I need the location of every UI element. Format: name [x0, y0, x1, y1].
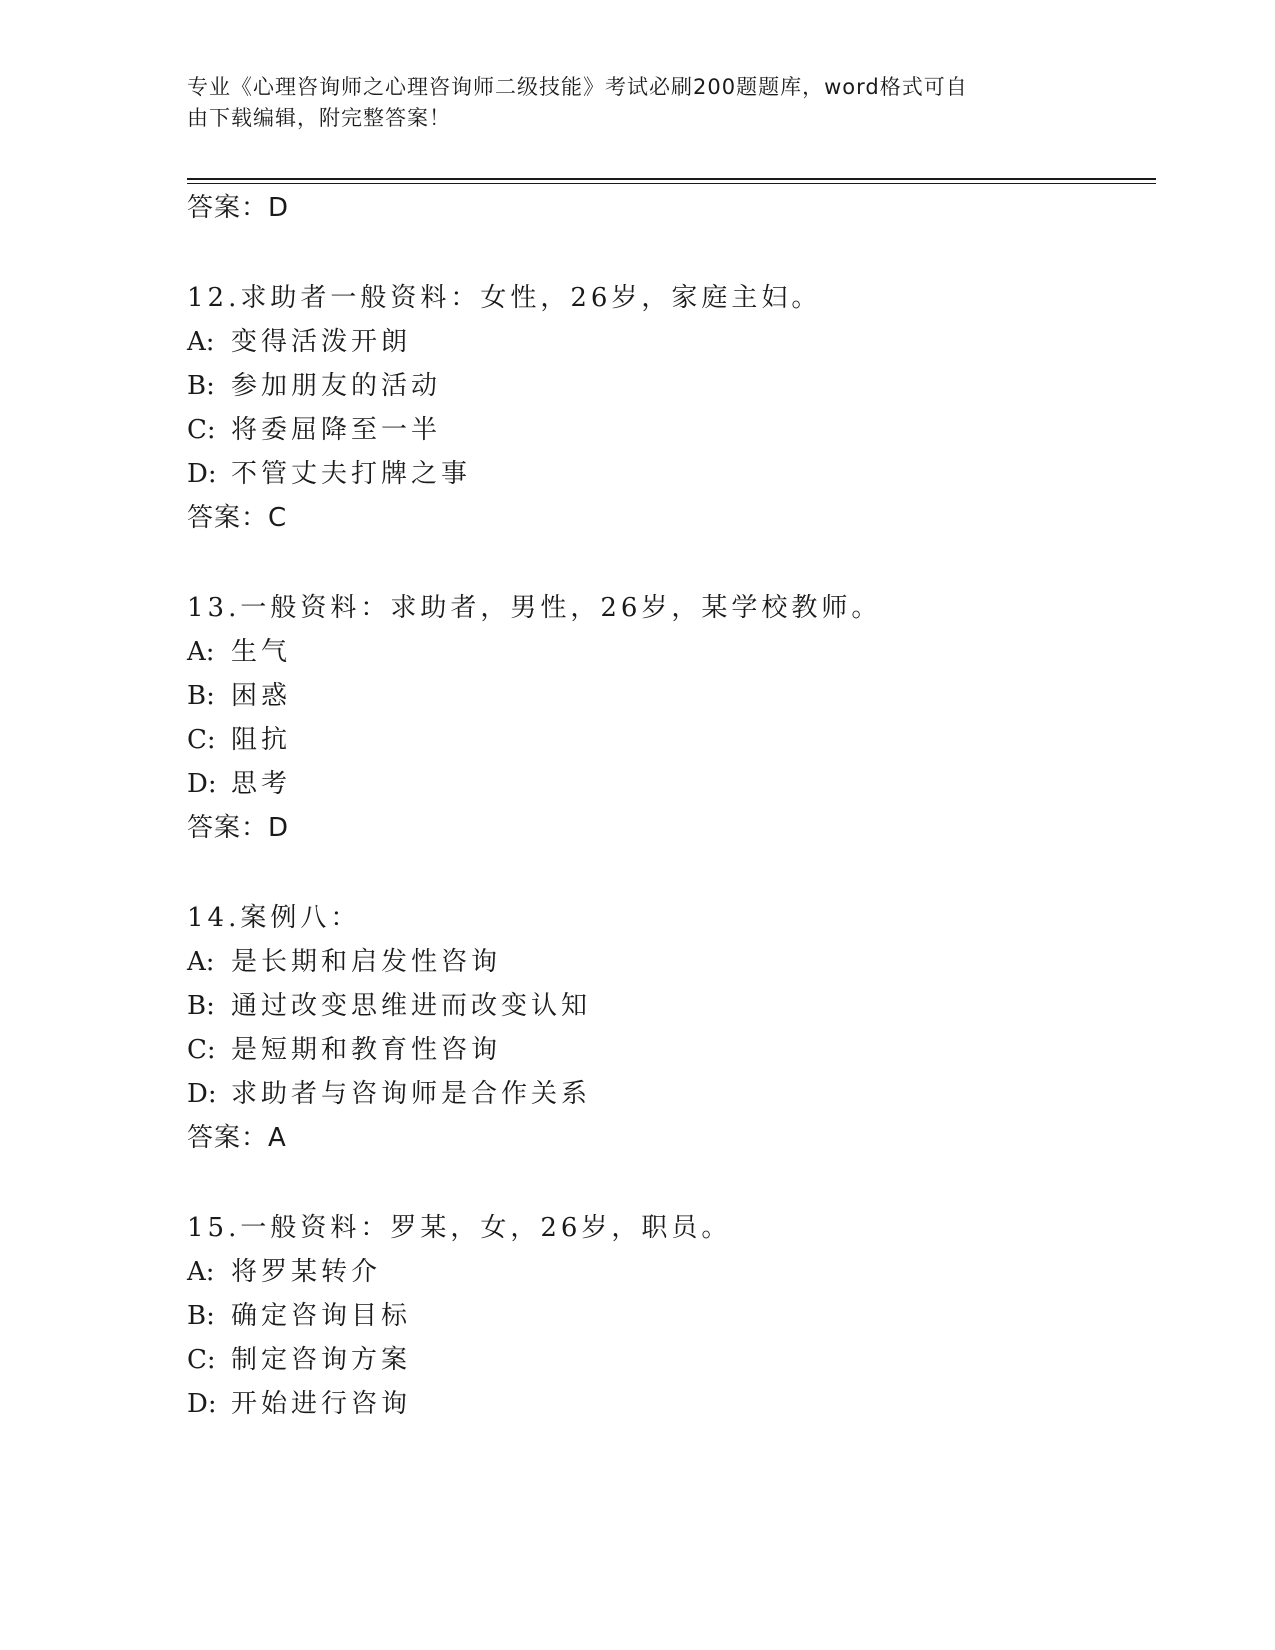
option-text: 将罗某转介 — [231, 1257, 382, 1287]
question-12-option-d — [187, 458, 471, 490]
previous-answer: 答案：D — [187, 193, 290, 223]
option-letter: D: — [187, 769, 217, 799]
question-15-stem: 15.一般资料：罗某，女，26岁，职员。 — [187, 1213, 732, 1243]
question-12-option-c — [187, 414, 441, 446]
option-text: 求助者与咨询师是合作关系 — [231, 1079, 592, 1109]
question-15-option-d — [187, 1388, 411, 1420]
option-letter: D: — [187, 1079, 217, 1109]
option-letter: C: — [187, 1035, 216, 1065]
option-letter: B: — [187, 681, 215, 711]
header-line-2: 由下载编辑，附完整答案！ — [187, 106, 451, 130]
question-13-stem: 13.一般资料：求助者，男性，26岁，某学校教师。 — [187, 593, 882, 623]
option-text: 不管丈夫打牌之事 — [231, 459, 472, 489]
question-13-answer: 答案：D — [187, 813, 290, 843]
option-letter: B: — [187, 991, 215, 1021]
question-14-option-d — [187, 1078, 591, 1110]
option-text: 确定咨询目标 — [231, 1301, 412, 1331]
option-letter: A: — [187, 1257, 215, 1287]
option-text: 开始进行咨询 — [231, 1389, 412, 1419]
question-14-stem: 14.案例八： — [187, 903, 361, 933]
option-text: 变得活泼开朗 — [231, 327, 412, 357]
option-letter: A: — [187, 947, 215, 977]
option-letter: D: — [187, 459, 217, 489]
question-15-option-c — [187, 1344, 411, 1376]
option-text: 思考 — [231, 769, 292, 799]
question-13-option-d — [187, 768, 291, 800]
document-header — [187, 72, 1067, 134]
header-line-1: 专业《心理咨询师之心理咨询师二级技能》考试必刷200题题库，word格式可自 — [187, 75, 968, 99]
question-14-option-b — [187, 990, 591, 1022]
question-14-option-c — [187, 1034, 501, 1066]
option-text: 生气 — [231, 637, 292, 667]
question-14-option-a — [187, 946, 501, 978]
option-text: 阻抗 — [231, 725, 292, 755]
option-letter: C: — [187, 725, 216, 755]
option-text: 是长期和启发性咨询 — [231, 947, 502, 977]
question-13-option-c — [187, 724, 291, 756]
option-text: 将委屈降至一半 — [231, 415, 442, 445]
question-15-option-b — [187, 1300, 411, 1332]
question-15-option-a — [187, 1256, 381, 1288]
option-letter: B: — [187, 371, 215, 401]
question-13-option-a — [187, 636, 291, 668]
header-divider-thick — [187, 178, 1156, 180]
option-letter: A: — [187, 637, 215, 667]
header-divider-thin — [187, 183, 1156, 184]
question-12-option-b — [187, 370, 441, 402]
question-12-stem: 12.求助者一般资料：女性，26岁，家庭主妇。 — [187, 283, 822, 313]
option-text: 制定咨询方案 — [231, 1345, 412, 1375]
option-text: 参加朋友的活动 — [231, 371, 442, 401]
option-text: 是短期和教育性咨询 — [231, 1035, 502, 1065]
option-letter: C: — [187, 1345, 216, 1375]
option-letter: D: — [187, 1389, 217, 1419]
question-14-answer: 答案：A — [187, 1123, 287, 1153]
question-12-option-a — [187, 326, 411, 358]
question-12-answer: 答案：C — [187, 503, 288, 533]
option-letter: B: — [187, 1301, 215, 1331]
option-letter: C: — [187, 415, 216, 445]
option-text: 困惑 — [231, 681, 292, 711]
option-text: 通过改变思维进而改变认知 — [231, 991, 592, 1021]
option-letter: A: — [187, 327, 215, 357]
question-13-option-b — [187, 680, 291, 712]
